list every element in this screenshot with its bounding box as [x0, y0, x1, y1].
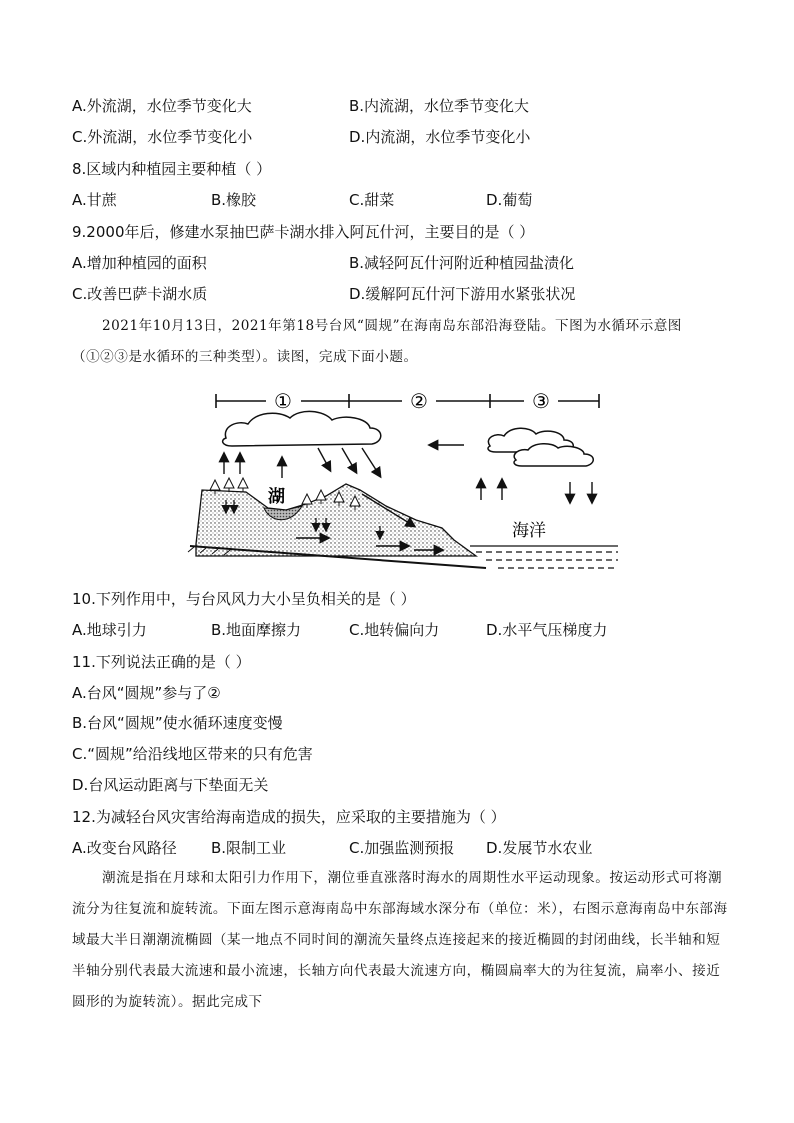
- label-cycle-3: ③: [532, 389, 550, 413]
- q12-option-c: C.加强监测预报: [349, 839, 455, 857]
- q12-option-d: D.发展节水农业: [486, 839, 593, 857]
- q9-option-b: B.减轻阿瓦什河附近种植园盐渍化: [349, 254, 575, 272]
- precipitation-arrows: [318, 448, 380, 476]
- q8-option-a: A.甘蔗: [72, 191, 117, 209]
- ocean-label: 海洋: [512, 521, 546, 541]
- q7-option-b: B.内流湖，水位季节变化大: [349, 97, 530, 115]
- q7-option-d: D.内流湖，水位季节变化小: [349, 128, 531, 146]
- passage-tidal-text: 潮流是指在月球和太阳引力作用下，潮位垂直涨落时海水的周期性水平运动现象。按运动形式可将潮流分为往复流和旋转流。下面左图示意海南岛中东部海域水深分布（单位：米），右图示意海南岛中东部海域最大半日潮潮流椭圆（某一地点不同时间的潮流矢量终点连接起来的接近椭圆的封闭曲线，长半轴和短半轴分别代表最大流速和最小流速，长轴方向代表最大流速方向，椭圆扁率大的为往复流，扁率小、接近圆形的为旋转流）。据此完成下: [72, 870, 728, 1010]
- q10-option-b: B.地面摩擦力: [211, 621, 302, 639]
- passage-tidal-current: [72, 863, 732, 1018]
- label-cycle-2: ②: [410, 389, 428, 413]
- q12-option-a: A.改变台风路径: [72, 839, 177, 857]
- lake-label: 湖: [268, 487, 285, 507]
- water-cycle-diagram: [186, 386, 622, 578]
- passage-typhoon-text: 2021年10月13日，2021年第18号台风“圆规”在海南岛东部沿海登陆。下图为水循环示意图（①②③是水循环的三种类型）。读图，完成下面小题。: [72, 318, 682, 365]
- q8-option-c: C.甜菜: [349, 191, 395, 209]
- q9-option-a: A.增加种植园的面积: [72, 254, 207, 272]
- land-terrain: [196, 484, 476, 556]
- q11-stem: 11.下列说法正确的是（ ）: [72, 653, 251, 671]
- ocean-arrows: [481, 480, 592, 502]
- cloud-left-icon: [223, 411, 381, 446]
- q8-stem: 8.区域内种植园主要种植（ ）: [72, 160, 272, 178]
- q10-stem: 10.下列作用中，与台风风力大小呈负相关的是（ ）: [72, 590, 416, 608]
- q7-option-c: C.外流湖，水位季节变化小: [72, 128, 253, 146]
- q11-option-b: B.台风“圆规”使水循环速度变慢: [72, 714, 283, 732]
- q8-option-d: D.葡萄: [486, 191, 533, 209]
- q9-option-c: C.改善巴萨卡湖水质: [72, 285, 208, 303]
- q11-option-d: D.台风运动距离与下垫面无关: [72, 776, 269, 794]
- passage-typhoon: [72, 311, 732, 373]
- q8-option-b: B.橡胶: [211, 191, 257, 209]
- q10-option-a: A.地球引力: [72, 621, 147, 639]
- q11-option-a: A.台风“圆规”参与了②: [72, 684, 221, 702]
- q11-option-c: C.“圆规”给沿线地区带来的只有危害: [72, 745, 313, 763]
- q12-stem: 12.为减轻台风灾害给海南造成的损失，应采取的主要措施为（ ）: [72, 808, 506, 826]
- evaporation-arrows: [224, 454, 282, 478]
- q9-option-d: D.缓解阿瓦什河下游用水紧张状况: [349, 285, 576, 303]
- q7-option-a: A.外流湖，水位季节变化大: [72, 97, 252, 115]
- q12-option-b: B.限制工业: [211, 839, 287, 857]
- ocean-water: [470, 546, 618, 568]
- q10-option-d: D.水平气压梯度力: [486, 621, 608, 639]
- q9-stem: 9.2000年后，修建水泵抽巴萨卡湖水排入阿瓦什河，主要目的是（ ）: [72, 223, 535, 241]
- q10-option-c: C.地转偏向力: [349, 621, 440, 639]
- label-cycle-1: ①: [274, 389, 292, 413]
